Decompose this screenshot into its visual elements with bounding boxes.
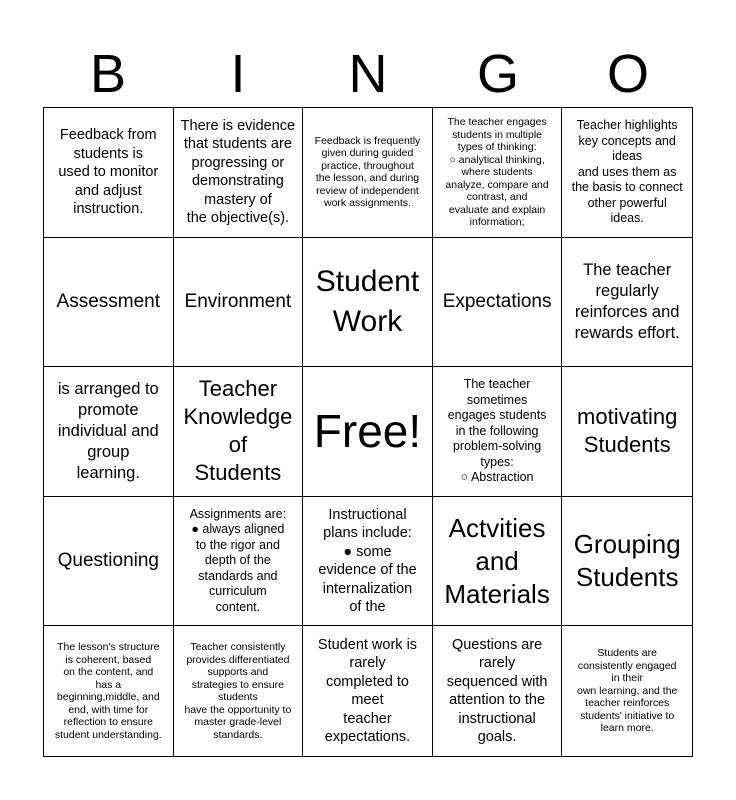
bingo-cell[interactable] — [44, 367, 174, 497]
bingo-card — [43, 107, 693, 757]
free-space[interactable] — [303, 367, 433, 497]
bingo-cell[interactable] — [562, 497, 692, 627]
bingo-cell[interactable] — [44, 626, 174, 756]
cell-text: Student Work — [315, 264, 420, 338]
header-letter-g: G — [476, 44, 519, 104]
bingo-cell[interactable] — [433, 108, 563, 238]
header-letter-b: B — [89, 44, 127, 104]
bingo-cell[interactable] — [174, 367, 304, 497]
cell-text: Expectations — [442, 290, 552, 312]
cell-text: Grouping Students — [573, 529, 681, 593]
bingo-cell[interactable] — [174, 238, 304, 368]
cell-text: Teacher highlights key concepts and ideas and uses them as the basis to connect other powerful ideas. — [571, 118, 683, 226]
cell-text: Questioning — [57, 550, 159, 572]
cell-text: Student work is rarely completed to meet teacher expectations. — [317, 636, 418, 746]
bingo-cell[interactable] — [44, 108, 174, 238]
cell-text: Feedback from students is used to monitor and adjust instruction. — [58, 127, 159, 218]
cell-text: Assessment — [56, 290, 161, 312]
bingo-cell[interactable] — [44, 497, 174, 627]
bingo-cell[interactable] — [174, 497, 304, 627]
cell-text: The teacher engages students in multiple types of thinking: ○ analytical thinking, where students analyze, compare and contrast, and evaluate and explain information; — [445, 116, 549, 229]
bingo-cell[interactable] — [562, 108, 692, 238]
cell-text: The lesson's structure is coherent, based on the content, and has a beginning,middle, and end, with time for reflection to ensure student understanding. — [54, 641, 162, 741]
bingo-cell[interactable] — [562, 367, 692, 497]
cell-text: Students are consistently engaged in their own learning, and the teacher reinforces students' initiative to learn more. — [576, 647, 678, 735]
bingo-cell[interactable] — [433, 497, 563, 627]
cell-text: Teacher consistently provides differentiated supports and strategies to ensure students have the opportunity to master grade-level standards. — [184, 641, 292, 741]
bingo-cell[interactable] — [44, 238, 174, 368]
bingo-cell[interactable] — [562, 626, 692, 756]
bingo-cell[interactable] — [303, 108, 433, 238]
cell-text: Assignments are: ● always aligned to the rigor and depth of the standards and curriculum content. — [189, 506, 287, 614]
cell-text: The teacher sometimes engages students in the following problem-solving types: ○ Abstraction — [447, 377, 547, 485]
bingo-cell[interactable] — [433, 626, 563, 756]
cell-text: Free! — [313, 405, 422, 458]
cell-text: is arranged to promote individual and group learning. — [57, 379, 159, 482]
cell-text: motivating Students — [577, 404, 678, 458]
bingo-cell[interactable] — [174, 626, 304, 756]
bingo-cell[interactable] — [433, 238, 563, 368]
bingo-cell[interactable] — [433, 367, 563, 497]
bingo-header — [43, 40, 693, 108]
header-letter-i: I — [230, 44, 246, 104]
header-letter-n: N — [348, 44, 388, 104]
cell-text: Environment — [184, 290, 292, 312]
cell-text: Teacher Knowledge of Students — [183, 376, 293, 486]
cell-text: Instructional plans include: ● some evidence of the internalization of the — [318, 506, 417, 616]
bingo-cell[interactable] — [303, 238, 433, 368]
cell-text: There is evidence that students are progressing or demonstrating mastery of the objective(s). — [180, 117, 296, 227]
cell-text: The teacher regularly reinforces and rewards effort. — [574, 260, 680, 342]
cell-text: Actvities and Materials — [444, 512, 550, 609]
bingo-cell[interactable] — [562, 238, 692, 368]
cell-text: Feedback is frequently given during guided practice, throughout the lesson, and during review of independent work assignments. — [314, 134, 421, 210]
cell-text: Questions are rarely sequenced with attention to the instructional goals. — [446, 636, 548, 746]
bingo-cell[interactable] — [303, 497, 433, 627]
bingo-cell[interactable] — [174, 108, 304, 238]
header-letter-o: O — [606, 44, 649, 104]
bingo-cell[interactable] — [303, 626, 433, 756]
